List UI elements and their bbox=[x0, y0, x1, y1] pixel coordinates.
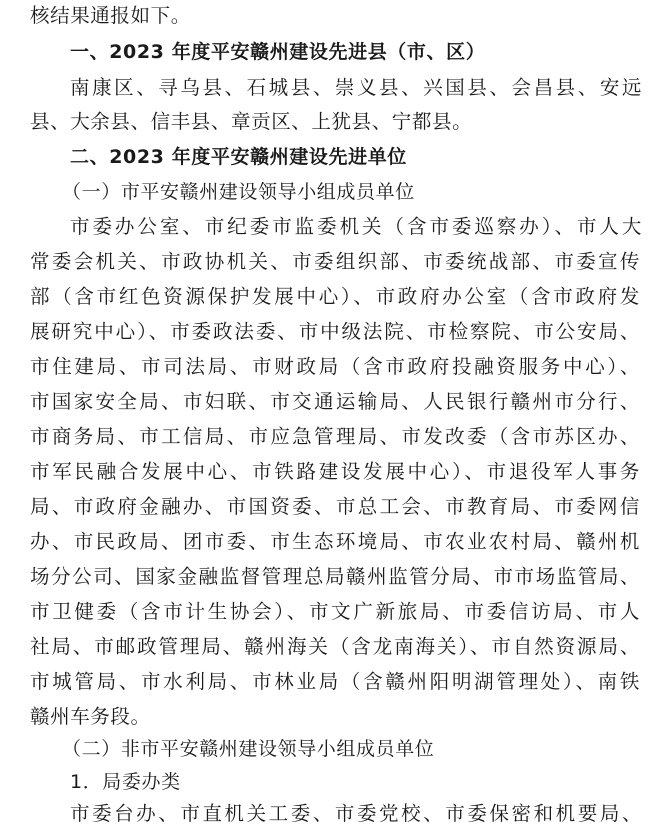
sub1-line-14: 市城管局、市水利局、市林业局（含赣州阳明湖管理处）、南铁 bbox=[30, 670, 640, 693]
section2-sub1-heading: （一）市平安赣州建设领导小组成员单位 bbox=[62, 181, 415, 203]
sub1-line-1: 市委办公室、市纪委市监委机关（含市委巡察办）、市人大 bbox=[70, 215, 642, 238]
sub1-line-4: 展研究中心）、市委政法委、市中级法院、市检察院、市公安局、 bbox=[30, 320, 640, 343]
sub1-line-6: 市国家安全局、市妇联、市交通运输局、人民银行赣州市分行、 bbox=[30, 390, 640, 413]
sub2-item1-heading: 1．局委办类 bbox=[70, 771, 181, 793]
sub1-line-15: 赣州车务段。 bbox=[30, 705, 151, 728]
sub1-line-9: 局、市政府金融办、市国资委、市总工会、市教育局、市委网信 bbox=[30, 495, 640, 518]
section1-line-1: 南康区、寻乌县、石城县、崇义县、兴国县、会昌县、安远 bbox=[70, 76, 642, 99]
sub1-line-5: 市住建局、市司法局、市财政局（含市政府投融资服务中心）、 bbox=[30, 355, 640, 378]
sub1-line-3: 部（含市红色资源保护发展中心）、市政府办公室（含市政府发 bbox=[30, 285, 640, 308]
section2-sub2-heading: （二）非市平安赣州建设领导小组成员单位 bbox=[62, 738, 435, 760]
sub1-line-11: 场分公司、国家金融监督管理总局赣州监管分局、市市场监管局、 bbox=[30, 565, 640, 588]
sub1-line-7: 市商务局、市工信局、市应急管理局、市发改委（含市苏区办、 bbox=[30, 425, 640, 448]
sub2-line-1: 市委台办、市直机关工委、市委党校、市委保密和机要局、 bbox=[70, 802, 642, 825]
section1-heading: 一、2023 年度平安赣州建设先进县（市、区） bbox=[70, 41, 486, 63]
sub1-line-2: 常委会机关、市政协机关、市委组织部、市委统战部、市委宣传 bbox=[30, 250, 640, 273]
intro-tail-text: 核结果通报如下。 bbox=[30, 4, 191, 27]
sub1-line-13: 社局、市邮政管理局、赣州海关（含龙南海关）、市自然资源局、 bbox=[30, 635, 640, 658]
section2-heading: 二、2023 年度平安赣州建设先进单位 bbox=[70, 146, 407, 168]
section1-line-2: 县、大余县、信丰县、章贡区、上犹县、宁都县。 bbox=[30, 110, 473, 133]
sub1-line-12: 市卫健委（含市计生协会）、市文广新旅局、市委信访局、市人 bbox=[30, 600, 640, 623]
sub1-line-8: 市军民融合发展中心、市铁路建设发展中心）、市退役军人事务 bbox=[30, 460, 640, 483]
sub1-line-10: 办、市民政局、团市委、市生态环境局、市农业农村局、赣州机 bbox=[30, 530, 640, 553]
